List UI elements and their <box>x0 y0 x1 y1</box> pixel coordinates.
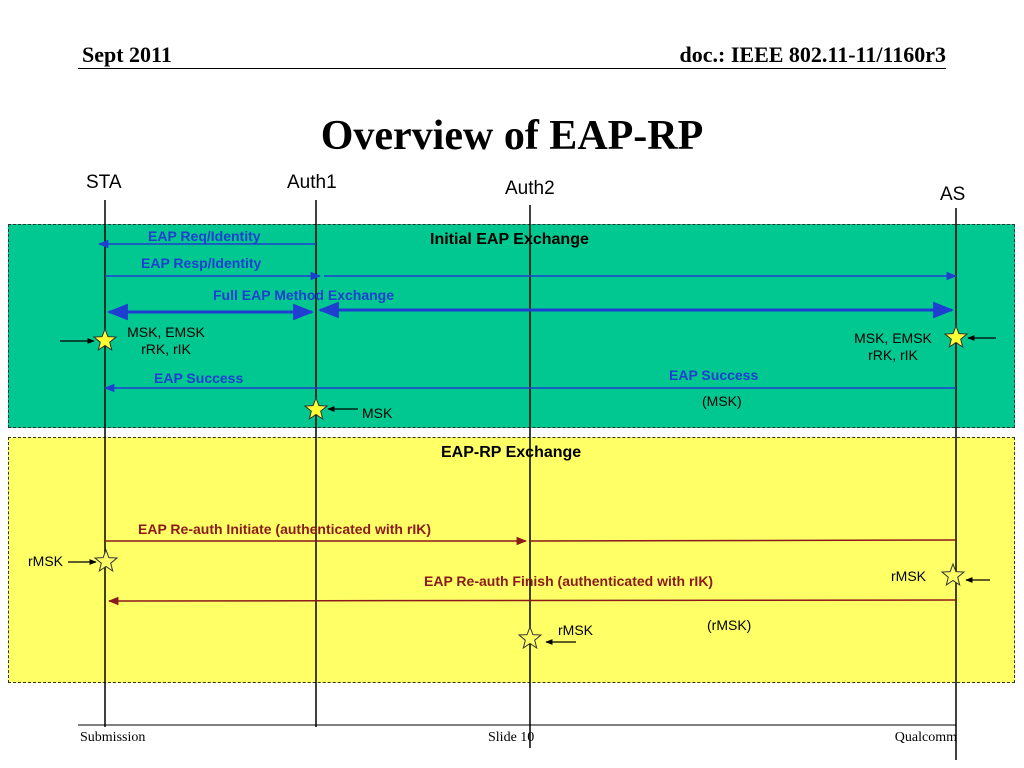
star-icon <box>95 550 117 571</box>
rp-sta-key: rMSK <box>28 553 63 569</box>
msg-reauth-finish: EAP Re-auth Finish (authenticated with rIK) <box>424 573 714 589</box>
as-keys <box>845 330 941 364</box>
footer-company: Qualcomm <box>894 730 957 745</box>
entity-auth2: Auth2 <box>505 178 555 199</box>
msg-full-method: Full EAP Method Exchange <box>213 287 394 303</box>
msg-success-note: (MSK) <box>702 393 742 409</box>
sta-keys <box>118 324 214 358</box>
msg-req-identity: EAP Req/Identity <box>148 228 261 244</box>
star-icon <box>942 564 964 585</box>
rp-exchange-label: EAP-RP Exchange <box>441 444 582 461</box>
msg-resp-identity: EAP Resp/Identity <box>141 255 262 271</box>
rp-as-key: rMSK <box>891 568 926 584</box>
sta-key-line1: MSK, EMSK <box>127 324 205 340</box>
as-key-line2: rRK, rIK <box>868 347 918 363</box>
slide-title: Overview of EAP-RP <box>320 113 704 159</box>
arrow-reauth-finish <box>109 600 956 601</box>
msg-reauth-initiate: EAP Re-auth Initiate (authenticated with rIK) <box>138 521 431 537</box>
entity-as: AS <box>940 184 966 205</box>
sta-key-line2: rRK, rIK <box>141 341 191 357</box>
initial-exchange-label: Initial EAP Exchange <box>430 231 589 248</box>
entity-auth1: Auth1 <box>287 172 337 193</box>
msg-success-as: EAP Success <box>669 367 759 383</box>
auth1-key: MSK <box>362 405 393 421</box>
msg-success-sta: EAP Success <box>154 370 244 386</box>
entity-sta: STA <box>86 172 122 193</box>
arrow-reauth-initiate-b <box>530 540 956 541</box>
as-key-line1: MSK, EMSK <box>854 330 932 346</box>
header-doc-id: doc.: IEEE 802.11-11/1160r3 <box>679 42 946 67</box>
header-date: Sept 2011 <box>82 42 172 67</box>
footer-submission: Submission <box>80 730 146 745</box>
msg-finish-note: (rMSK) <box>707 617 752 633</box>
rp-auth2-key: rMSK <box>558 622 593 638</box>
footer-slide-number: Slide 10 <box>488 730 535 745</box>
